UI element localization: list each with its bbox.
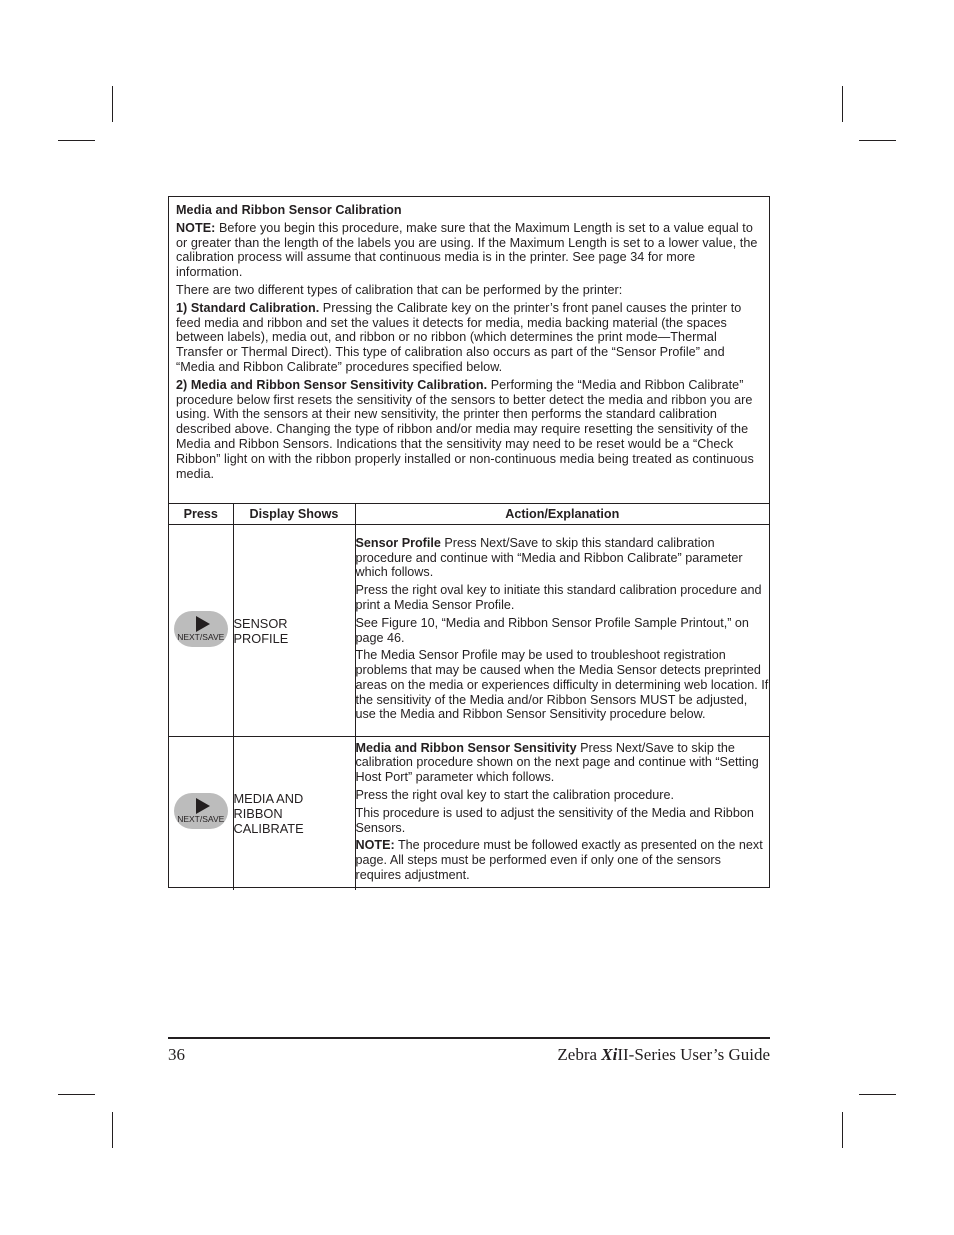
action-cell [355, 737, 769, 890]
footer-rule [168, 1037, 770, 1039]
display-line: SENSOR [233, 615, 288, 631]
crop-mark [58, 140, 95, 141]
action-paragraph: Press the right oval key to start the calibration procedure. [355, 788, 675, 803]
guide-title-suffix: II-Series User’s Guide [617, 1045, 770, 1064]
display-cell [233, 525, 355, 737]
action-paragraph: This procedure is used to adjust the sensitivity of the Media and Ribbon Sensors. [355, 805, 754, 835]
type2-text: Performing the “Media and Ribbon Calibrate” procedure below first resets the sensitivity of the sensors to better detect the media and ribbon you are using. With the sensors at their new sensitivity, the printer then performs the standard calibration described above. Changing the type of ribbon and/or media may require resetting the sensitivity of the Media and Ribbon Sensors. Indications that the sensitivity may need to be reset would be a “Check Ribbon” light on with the ribbon properly installed or non-continuous media being treated as continuous media. [176, 377, 754, 481]
crop-mark [58, 1094, 95, 1095]
section-heading: Media and Ribbon Sensor Calibration [176, 203, 402, 217]
action-cell [355, 525, 769, 737]
note-label: NOTE: [355, 838, 395, 853]
key-label: NEXT/SAVE [177, 814, 225, 825]
right-triangle-icon [196, 798, 210, 814]
action-text: Press Next/Save to skip this standard calibration procedure and continue with “Media and Ribbon Calibrate” parameter which follows. [355, 535, 743, 580]
press-cell [169, 525, 233, 737]
header-press: Press [169, 504, 233, 525]
type2-paragraph [176, 378, 764, 482]
page-number: 36 [168, 1045, 185, 1064]
next-save-key [174, 793, 228, 829]
guide-title [557, 1045, 770, 1065]
key-label: NEXT/SAVE [177, 631, 225, 642]
action-paragraph [356, 838, 770, 882]
display-line: PROFILE [233, 630, 289, 646]
action-text: Press Next/Save to skip the calibration procedure shown on the next page and continue with “Setting Host Port” parameter which follows. [355, 740, 759, 785]
table-row [169, 525, 769, 737]
action-text: The procedure must be followed exactly as presented on the next page. All steps must be performed even if only one of the sensors requires adjustment. [355, 838, 763, 883]
guide-title-prefix: Zebra [557, 1045, 602, 1064]
guide-title-series: Xi [601, 1045, 618, 1064]
right-triangle-icon [196, 616, 210, 632]
action-title: Media and Ribbon Sensor Sensitivity [355, 740, 577, 755]
action-title: Sensor Profile [355, 535, 441, 550]
display-line: RIBBON [233, 805, 283, 821]
header-action: Action/Explanation [355, 504, 769, 525]
crop-mark [842, 86, 843, 122]
note-text: Before you begin this procedure, make sure that the Maximum Length is set to a value equal to or greater than the length of the labels you are using. If the Maximum Length is set to a lower value, the calibration process will assume that continuous media is in the printer. See page 34 for more information. [176, 220, 758, 280]
table-row [169, 737, 769, 890]
crop-mark [112, 86, 113, 122]
note-paragraph [176, 221, 764, 280]
next-save-key [174, 611, 228, 647]
action-paragraph [356, 741, 770, 785]
note-label: NOTE: [176, 220, 216, 235]
action-paragraph: The Media Sensor Profile may be used to troubleshoot registration problems that may be caused when the Media Sensor detects preprinted areas on the media or experiences difficulty in determining web location. If the sensitivity of the Media and/or Ribbon Sensors MUST be adjusted, use the Media and Ribbon Sensor Sensitivity procedure below. [355, 648, 769, 722]
display-line: MEDIA AND [233, 790, 304, 806]
table-header-row [169, 504, 769, 525]
crop-mark [112, 1112, 113, 1148]
type1-paragraph [176, 301, 764, 375]
display-cell [233, 737, 355, 890]
type1-label: 1) Standard Calibration. [176, 300, 320, 315]
procedure-table [169, 503, 769, 890]
types-intro: There are two different types of calibration that can be performed by the printer: [176, 282, 623, 297]
crop-mark [859, 1094, 896, 1095]
press-cell [169, 737, 233, 890]
action-paragraph: Press the right oval key to initiate this standard calibration procedure and print a Media Sensor Profile. [355, 583, 762, 612]
type2-label: 2) Media and Ribbon Sensor Sensitivity Calibration. [176, 377, 488, 392]
header-display: Display Shows [233, 504, 355, 525]
calibration-box [168, 196, 770, 888]
action-paragraph [356, 536, 770, 580]
type1-text: Pressing the Calibrate key on the printer’s front panel causes the printer to feed media and ribbon and set the values it detects for media, media backing material (the spaces between labels), media out, and ribbon or no ribbon (which determines the print mode—Thermal Transfer or Thermal Direct). This type of calibration also occurs as part of the “Sensor Profile” and “Media and Ribbon Calibrate” procedures specified below. [176, 300, 742, 374]
intro-text [176, 203, 764, 484]
action-paragraph: See Figure 10, “Media and Ribbon Sensor Profile Sample Printout,” on page 46. [355, 615, 749, 645]
display-line: CALIBRATE [233, 820, 304, 836]
crop-mark [842, 1112, 843, 1148]
crop-mark [859, 140, 896, 141]
